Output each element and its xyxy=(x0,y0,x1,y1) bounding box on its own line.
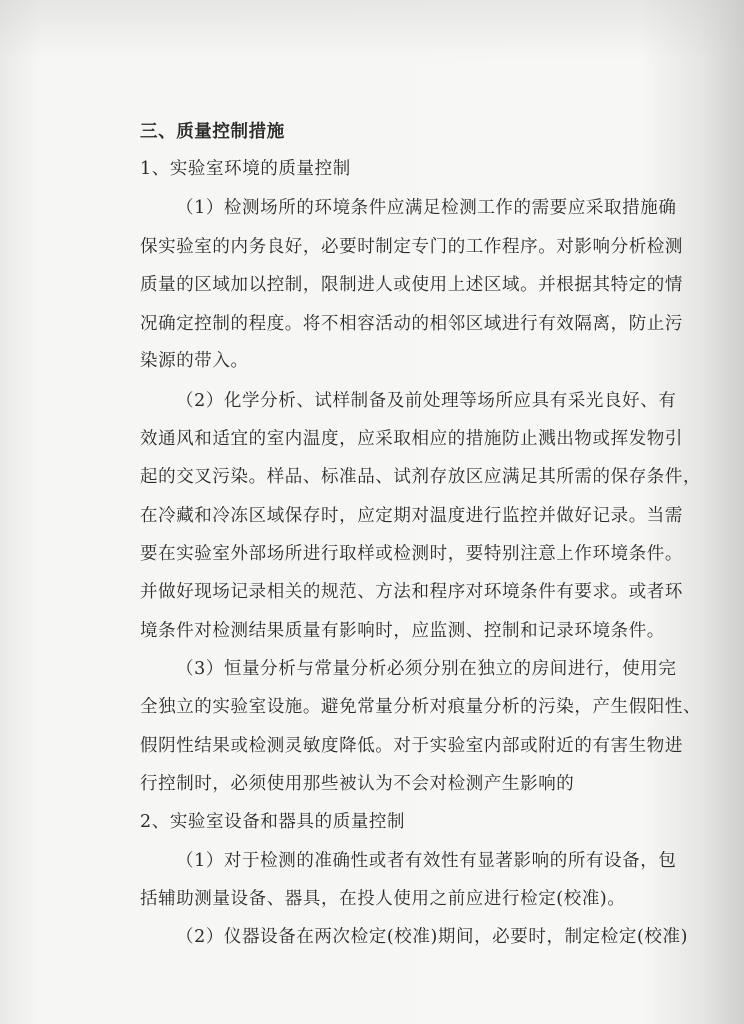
paragraph-line: 在冷藏和冷冻区域保存时，应定期对温度进行监控并做好记录。当需 xyxy=(140,506,683,526)
paragraph-line: 保实验室的内务良好，必要时制定专门的工作程序。对影响分析检测 xyxy=(140,237,683,257)
paragraph-line: 染源的带入。 xyxy=(140,351,249,371)
paragraph-line: 境条件对检测结果质量有影响时，应监测、控制和记录环境条件。 xyxy=(140,621,665,641)
paragraph-line: 效通风和适宜的室内温度，应采取相应的措施防止溅出物或挥发物引 xyxy=(140,429,683,449)
subsection-title-2: 2、实验室设备和器具的质量控制 xyxy=(140,812,406,832)
paragraph-line: （3）恒量分析与常量分析必须分别在独立的房间进行，使用完 xyxy=(176,659,677,679)
paragraph-line: （2）化学分析、试样制备及前处理等场所应具有采光良好、有 xyxy=(176,391,677,411)
paragraph-line: 行控制时，必须使用那些被认为不会对检测产生影响的 xyxy=(140,774,575,794)
paragraph-line: （1）对于检测的准确性或者有效性有显著影响的所有设备，包 xyxy=(176,851,677,871)
paragraph-line: 全独立的实验室设施。避免常量分析对痕量分析的污染，产生假阳性、 xyxy=(140,697,702,717)
paragraph-line: 并做好现场记录相关的规范、方法和程序对环境条件有要求。或者环 xyxy=(140,582,683,602)
paragraph-line: 要在实验室外部场所进行取样或检测时，要特别注意上作环境条件。 xyxy=(140,544,683,564)
paragraph-line: 质量的区域加以控制，限制进人或使用上述区域。并根据其特定的情 xyxy=(140,275,683,295)
section-title: 三、质量控制措施 xyxy=(140,122,285,142)
paragraph-line: 括辅助测量设备、器具，在投人使用之前应进行检定(校准)。 xyxy=(140,889,626,909)
paragraph-line: 起的交叉污染。样品、标准品、试剂存放区应满足其所需的保存条件， xyxy=(140,467,702,487)
paragraph-line: 假阴性结果或检测灵敏度降低。对于实验室内部或附近的有害生物进 xyxy=(140,736,683,756)
paragraph-line: （1）检测场所的环境条件应满足检测工作的需要应采取措施确 xyxy=(176,198,677,218)
paragraph-line: （2）仪器设备在两次检定(校准)期间，必要时，制定检定(校准) xyxy=(176,927,689,947)
paragraph-line: 况确定控制的程度。将不相容活动的相邻区域进行有效隔离，防止污 xyxy=(140,314,683,334)
subsection-title-1: 1、实验室环境的质量控制 xyxy=(140,159,351,179)
